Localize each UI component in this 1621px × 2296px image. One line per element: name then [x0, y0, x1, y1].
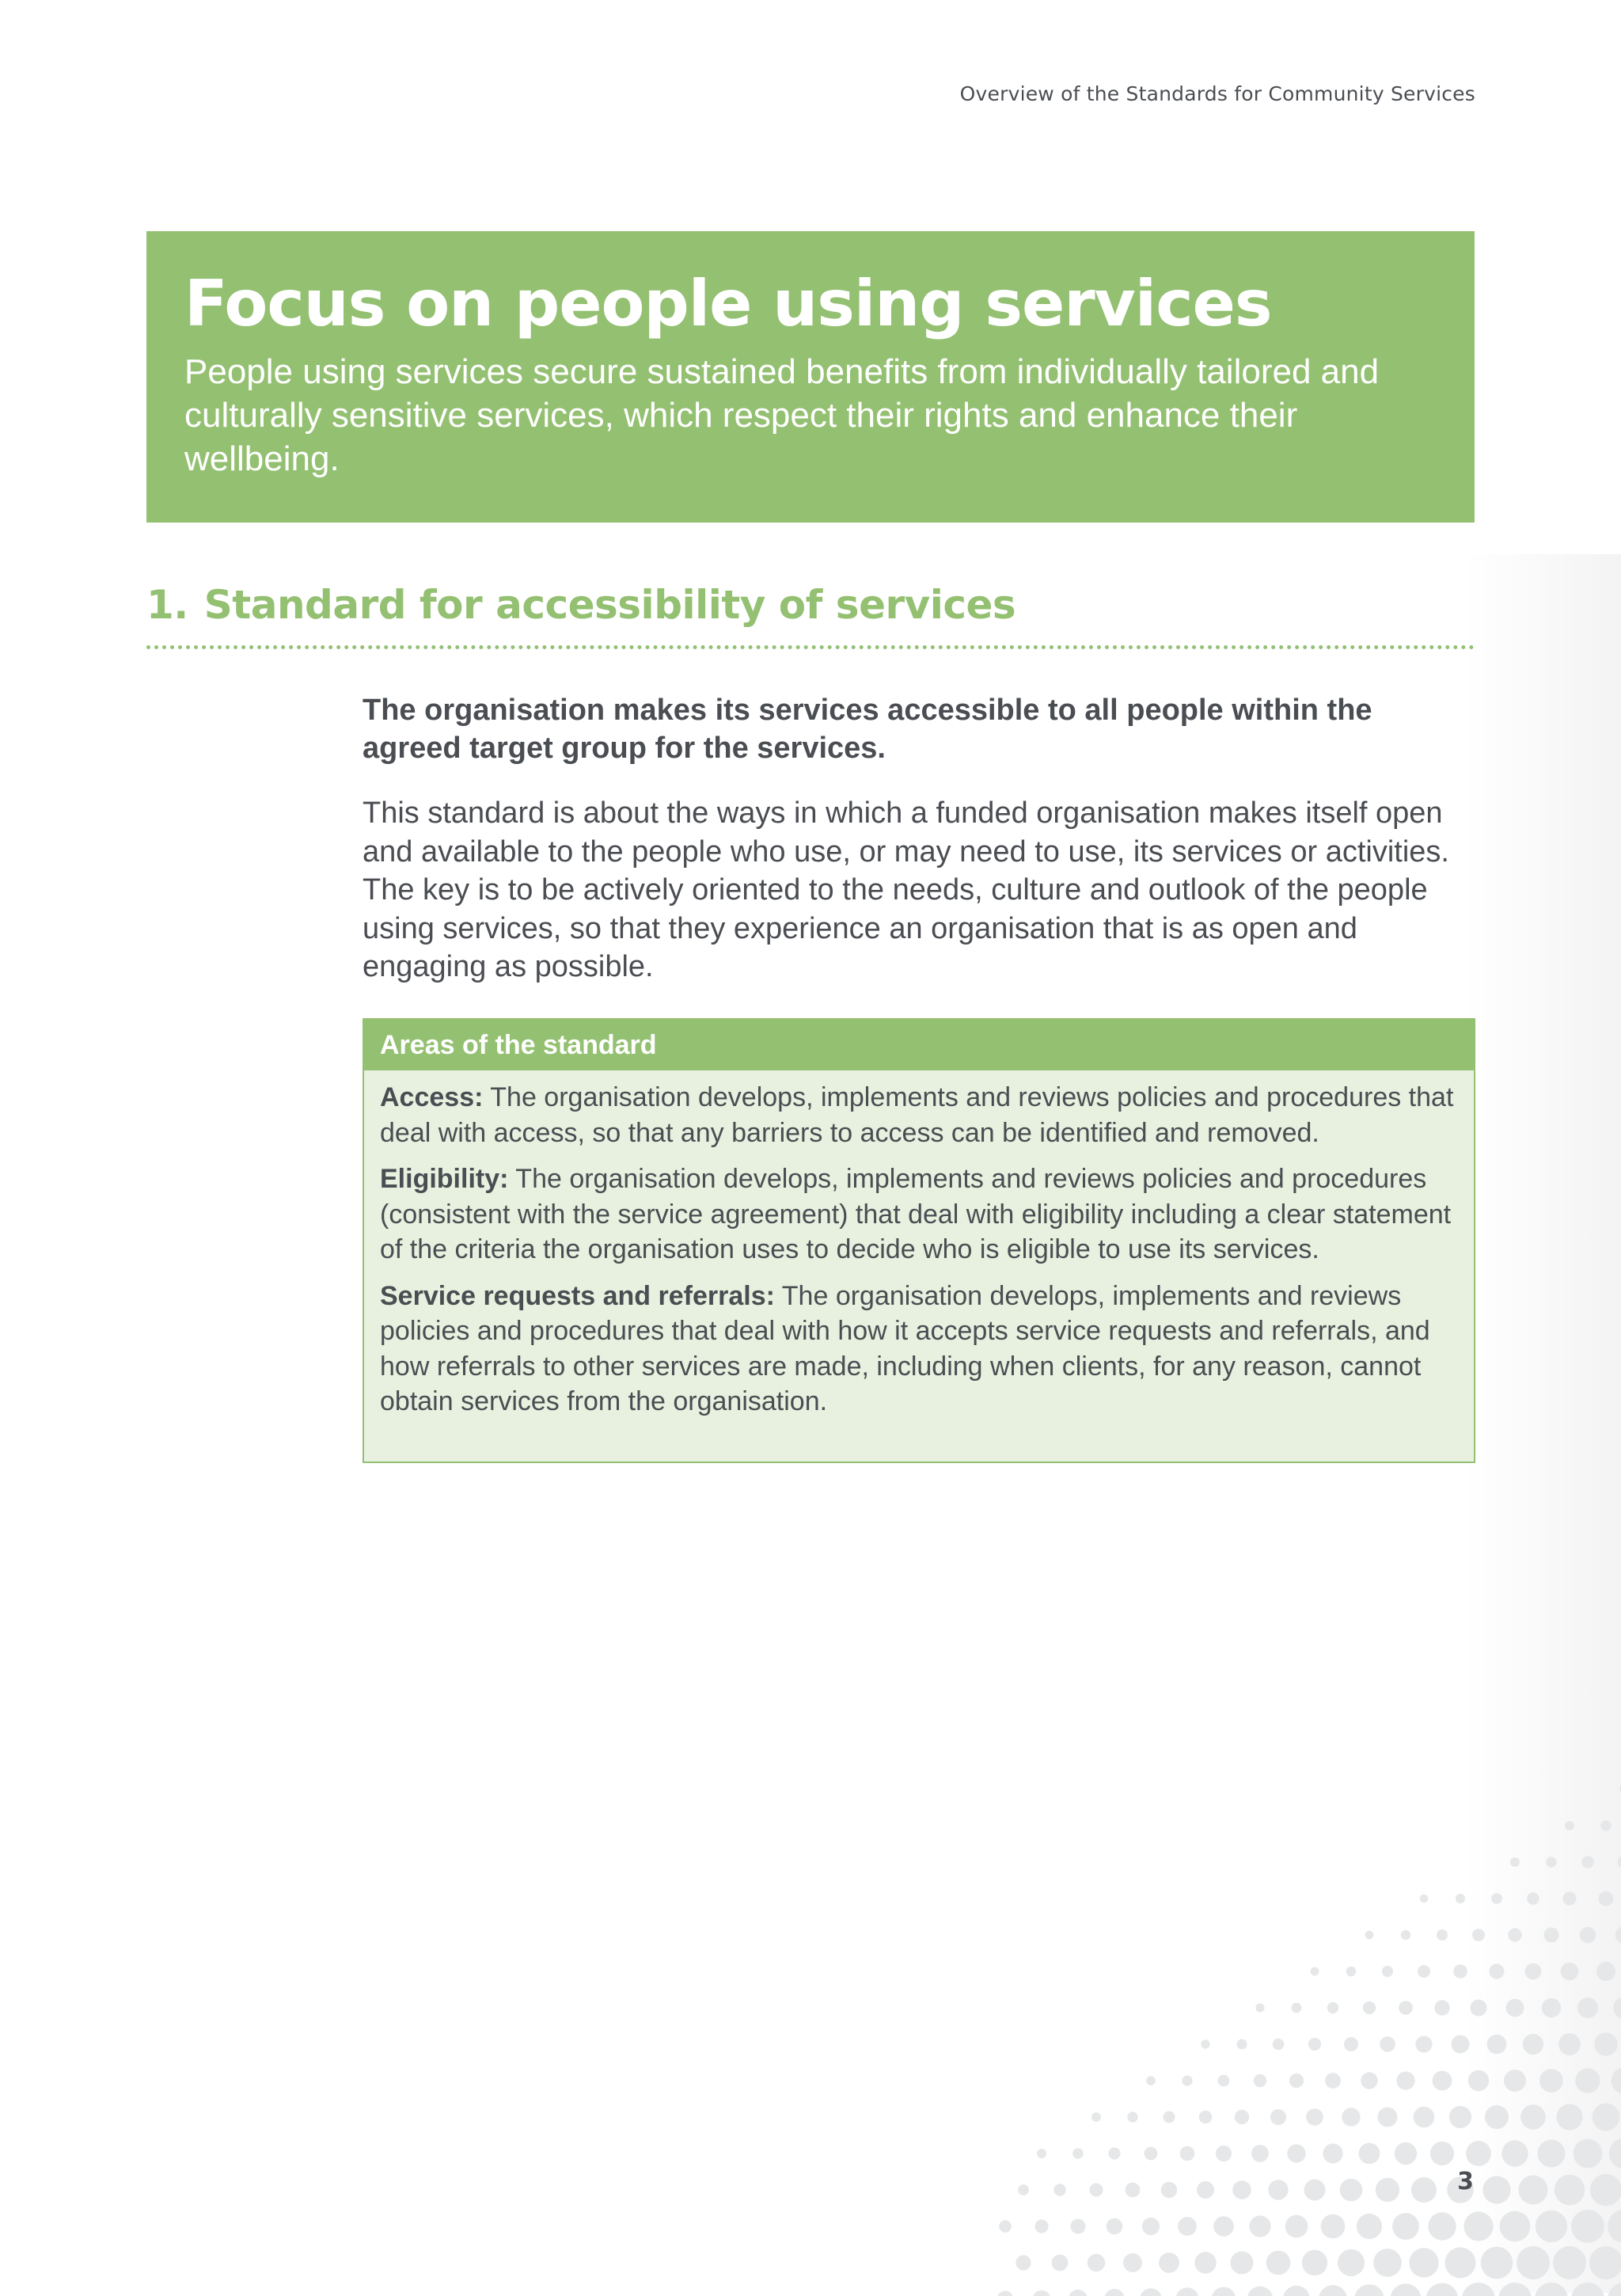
decor-dot	[1609, 2138, 1621, 2169]
decor-dot	[1589, 2246, 1621, 2279]
decor-dot	[1396, 2071, 1414, 2089]
decor-dot	[1145, 2147, 1158, 2161]
area-term: Access:	[380, 1082, 483, 1112]
decor-dot	[1466, 2141, 1491, 2166]
decor-dot	[1565, 1821, 1574, 1830]
decor-dot	[1527, 1892, 1539, 1905]
decor-dot	[1468, 2070, 1489, 2091]
decor-dot	[1354, 2284, 1384, 2296]
decor-dot	[1365, 1931, 1374, 1940]
area-item	[380, 1161, 1458, 1268]
decor-dot	[1178, 2217, 1197, 2236]
decor-dot	[1613, 1997, 1621, 2019]
decor-dot	[1088, 2254, 1105, 2271]
decor-dot	[1319, 2285, 1347, 2296]
decor-dot	[1542, 1998, 1561, 2017]
decor-dot	[1445, 2248, 1476, 2279]
decor-dot	[1501, 2140, 1528, 2166]
decor-dot	[1323, 2143, 1342, 2163]
decor-dot	[1108, 2147, 1120, 2159]
decor-dot	[1304, 2180, 1326, 2201]
decor-dot	[1392, 2213, 1419, 2240]
decor-dot	[1033, 2290, 1051, 2296]
decor-dot	[1399, 2001, 1413, 2015]
decor-dot	[1344, 2037, 1358, 2051]
section-title: Standard for accessibility of services	[204, 582, 1015, 628]
decor-dot	[1235, 2110, 1249, 2124]
decor-dot	[1359, 2143, 1380, 2165]
decor-dot	[1308, 2038, 1321, 2051]
decor-dot	[1409, 2248, 1438, 2277]
decor-dot	[1123, 2253, 1142, 2272]
decor-dot	[1218, 2075, 1230, 2087]
decor-dot	[1523, 2034, 1543, 2055]
decor-dot	[1561, 1963, 1579, 1981]
decor-dot	[1449, 2106, 1471, 2128]
decor-dot	[1453, 1964, 1467, 1979]
decor-dot	[1520, 2104, 1546, 2130]
area-term: Service requests and referrals:	[380, 1281, 775, 1311]
decor-dot	[1254, 2074, 1266, 2087]
decor-dot	[1283, 2286, 1310, 2296]
section-number: 1.	[146, 582, 188, 628]
decor-dot	[1090, 2184, 1103, 2197]
decor-dot	[1373, 2248, 1402, 2277]
decor-dot	[1472, 1929, 1485, 1941]
decor-dot	[1164, 2112, 1175, 2123]
decor-dot	[1052, 2255, 1069, 2271]
decor-dot	[1292, 2003, 1302, 2013]
decor-dot	[1357, 2214, 1382, 2239]
decor-dot	[997, 2291, 1014, 2296]
decor-dot	[1018, 2184, 1029, 2195]
decor-dot	[1255, 2003, 1264, 2012]
decor-dot	[1212, 2287, 1236, 2296]
decor-dot	[1071, 2219, 1086, 2234]
decor-dot	[1015, 2255, 1031, 2270]
decor-dot	[1325, 2073, 1341, 2089]
decor-dot	[999, 2220, 1012, 2233]
decor-dot	[1498, 2283, 1532, 2296]
area-text: The organisation develops, implements and reviews policies and procedures (consistent with the service agreement) that deal with eligibility including a clear statement of the criteria the organisation uses to decide who is eligible to use its services.	[380, 1164, 1451, 1264]
section-divider	[146, 645, 1475, 649]
decor-dot	[1555, 2175, 1585, 2206]
decor-dot	[1231, 2252, 1254, 2275]
decor-dot	[1608, 2283, 1621, 2296]
decor-dot	[1053, 2184, 1065, 2195]
decor-dot	[1430, 2142, 1454, 2165]
decor-dot	[1571, 2283, 1604, 2296]
decor-dot	[1433, 2071, 1452, 2091]
decor-dot	[1146, 2076, 1156, 2085]
decor-dot	[1485, 2105, 1509, 2129]
decor-dot	[1538, 2140, 1566, 2168]
decor-dot	[1577, 1998, 1598, 2018]
decor-dot	[1599, 1891, 1614, 1906]
area-term: Eligibility:	[380, 1164, 508, 1194]
standard-statement: The organisation makes its services accessible to all people within the agreed target group for the services.	[363, 691, 1471, 767]
decor-dot	[1581, 1856, 1593, 1868]
decor-dot	[1414, 2107, 1435, 2128]
decor-dot	[1175, 2287, 1198, 2296]
decor-dot	[1487, 2035, 1507, 2055]
decor-dot	[1500, 2211, 1531, 2242]
decor-dot	[1489, 1963, 1504, 1979]
decor-dot	[1546, 1857, 1557, 1868]
decor-dot	[1553, 2246, 1586, 2279]
decor-dot	[1270, 2109, 1286, 2125]
decor-dot	[1434, 2000, 1449, 2015]
decor-dot	[1510, 1857, 1520, 1867]
decor-dot	[1612, 2068, 1621, 2094]
decor-dot	[1426, 2283, 1459, 2296]
theme-banner	[146, 231, 1475, 523]
decor-dot	[1471, 2000, 1487, 2017]
area-text: The organisation develops, implements and reviews policies and procedures that deal with access, so that any barriers to access can be identified and removed.	[380, 1082, 1453, 1148]
decor-dot	[1285, 2215, 1308, 2238]
decor-dot	[1306, 2108, 1323, 2126]
decor-dot	[1321, 2214, 1346, 2239]
decor-dot	[1380, 2036, 1395, 2052]
decor-dot	[1268, 2180, 1288, 2199]
decor-dot	[1142, 2218, 1160, 2235]
decor-dot	[1420, 1895, 1429, 1903]
decor-dot	[1037, 2149, 1046, 2158]
decor-dot	[1608, 2210, 1621, 2243]
decor-dot	[1346, 1967, 1357, 1977]
decor-dot	[1517, 2246, 1550, 2279]
decor-dot	[1600, 1820, 1611, 1830]
decor-dot	[1482, 2176, 1510, 2203]
decor-dot	[1452, 2036, 1470, 2054]
decor-dot	[1562, 1891, 1576, 1905]
decor-dot	[1395, 2142, 1417, 2165]
decor-dot	[1182, 2075, 1192, 2085]
decor-dot	[1363, 2001, 1376, 2014]
decor-dot	[1287, 2144, 1305, 2162]
decor-dot	[1401, 1930, 1410, 1940]
decor-dot	[1161, 2182, 1177, 2198]
decorative-dot-pattern	[989, 1773, 1621, 2296]
decor-dot	[1519, 2176, 1548, 2205]
decor-dot	[1247, 2286, 1274, 2296]
decor-dot	[1338, 2249, 1365, 2276]
area-text: The organisation develops, implements and reviews policies and procedures that deal with how it accepts service requests and referrals, and how referrals to other services are made, including when clients, for any reason, cannot obtain services from the organisation.	[380, 1281, 1430, 1417]
decor-dot	[1580, 1927, 1596, 1944]
decor-dot	[1034, 2219, 1048, 2233]
decor-dot	[1535, 2283, 1568, 2296]
banner-description: People using services secure sustained benefits from individually tailored and culturally sensitive services, which respect their rights and enhance their wellbeing.	[184, 350, 1403, 481]
decor-dot	[1437, 1929, 1448, 1941]
decor-dot	[1574, 2139, 1603, 2169]
decor-dot	[1140, 2288, 1162, 2296]
decor-dot	[1107, 2218, 1123, 2235]
banner-title: Focus on people using services	[184, 266, 1437, 342]
decor-dot	[1249, 2215, 1270, 2237]
decor-dot	[1536, 2210, 1567, 2242]
decor-dot	[1180, 2146, 1195, 2161]
decor-dot	[1456, 1894, 1465, 1903]
decor-dot	[1571, 2210, 1604, 2243]
section-heading	[146, 580, 1015, 630]
decor-dot	[1378, 2108, 1398, 2127]
decor-dot	[1615, 1926, 1621, 1944]
decor-dot	[1251, 2145, 1269, 2162]
decor-dot	[1327, 2002, 1338, 2013]
areas-of-standard-box	[363, 1018, 1475, 1463]
decor-dot	[1539, 2069, 1563, 2093]
decor-dot	[1072, 2148, 1084, 2159]
standard-description: This standard is about the ways in which a funded organisation makes itself open and available to the people who use, or may need to use, its services or activities. The key is to be actively oriented to the needs, culture and outlook of the people using services, so that they experience an organisation that is as open and engaging as possible.	[363, 794, 1479, 986]
decor-dot	[1302, 2250, 1327, 2275]
decor-dot	[1376, 2178, 1399, 2202]
decor-dot	[1544, 1928, 1559, 1943]
decor-dot	[1311, 1967, 1319, 1976]
decor-dot	[1159, 2252, 1179, 2273]
decor-dot	[1411, 2177, 1437, 2203]
decor-dot	[1266, 2251, 1291, 2275]
decor-dot	[1127, 2112, 1137, 2122]
decor-dot	[1237, 2039, 1247, 2050]
areas-list	[364, 1070, 1474, 1420]
decor-dot	[1558, 2033, 1581, 2055]
page-number: 3	[1457, 2168, 1474, 2195]
area-item	[380, 1080, 1458, 1150]
decor-dot	[1481, 2247, 1513, 2279]
decor-dot	[1463, 2211, 1493, 2241]
decor-dot	[1194, 2252, 1216, 2273]
decor-dot	[1618, 1856, 1621, 1869]
areas-heading: Areas of the standard	[364, 1020, 1474, 1070]
decor-dot	[1197, 2181, 1214, 2199]
decor-dot	[1126, 2183, 1141, 2198]
decor-dot	[1556, 2104, 1582, 2130]
decor-dot	[1289, 2074, 1304, 2088]
decor-dot	[1361, 2072, 1377, 2089]
decor-dot	[1596, 1962, 1615, 1981]
decor-dot	[1342, 2108, 1360, 2126]
decor-dot	[1575, 2068, 1600, 2093]
decor-dot	[1390, 2283, 1421, 2296]
decor-dot	[1525, 1963, 1542, 1980]
decor-dot	[1091, 2112, 1101, 2122]
decor-dot	[1506, 1999, 1524, 2017]
decor-dot	[1199, 2111, 1213, 2124]
decor-dot	[1340, 2179, 1363, 2202]
decor-dot	[1418, 1965, 1430, 1978]
decor-dot	[1273, 2039, 1285, 2051]
decor-dot	[1213, 2216, 1234, 2237]
decor-dot	[1462, 2283, 1495, 2296]
decor-dot	[1504, 2070, 1526, 2092]
decor-dot	[1428, 2212, 1456, 2240]
decor-dot	[1382, 1966, 1393, 1977]
running-header: Overview of the Standards for Community Services	[960, 82, 1475, 105]
decor-dot	[1216, 2146, 1232, 2161]
decor-dot	[1201, 2039, 1209, 2048]
decor-dot	[1232, 2180, 1251, 2199]
decor-dot	[1594, 2032, 1618, 2056]
decor-dot	[1508, 1928, 1521, 1941]
decor-dot	[1415, 2036, 1432, 2052]
decor-dot	[1593, 2104, 1620, 2131]
decor-dot	[1590, 2174, 1621, 2206]
decor-dot	[1491, 1893, 1502, 1904]
area-item	[380, 1279, 1458, 1420]
